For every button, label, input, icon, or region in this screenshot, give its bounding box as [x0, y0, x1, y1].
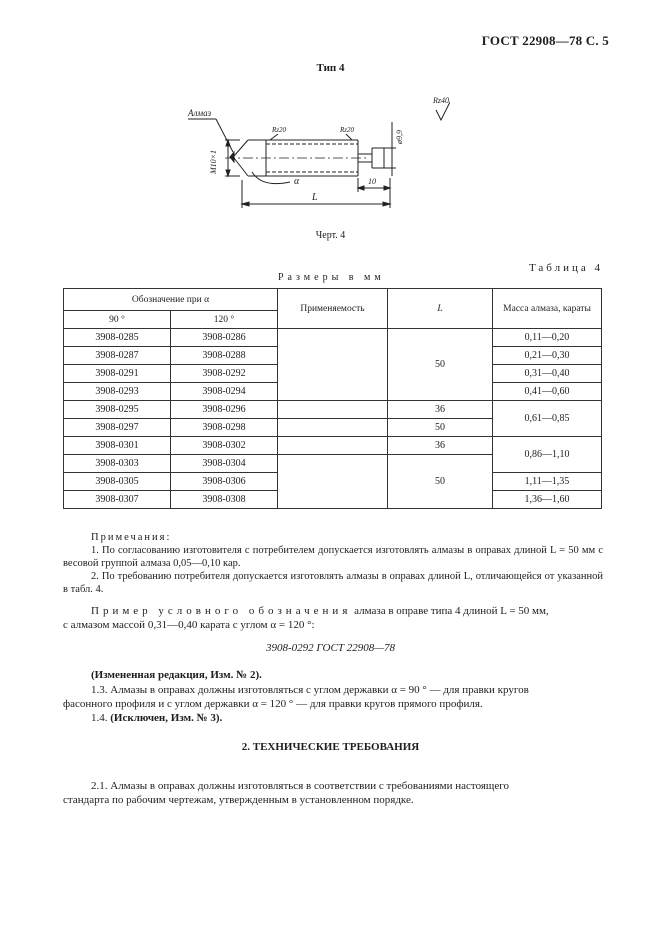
header-mass: Масса алмаза, караты — [493, 289, 602, 329]
header-applicability: Применяемость — [278, 289, 388, 329]
notes-title: Примечания: — [91, 532, 172, 543]
almaz-label: Алмаз — [188, 108, 212, 118]
cell-90: 3908-0293 — [64, 383, 171, 401]
p21-line-b: стандарта по рабочим чертежам, утвержденным в установленном порядке. — [63, 794, 414, 806]
applicability-cell — [278, 401, 388, 419]
example-text-a: алмаза в оправе типа 4 длиной L = 50 мм, — [351, 605, 549, 617]
technical-drawing — [170, 92, 450, 222]
table-number: Таблица 4 — [528, 262, 603, 274]
applicability-cell — [278, 455, 388, 509]
notes-block — [63, 531, 603, 596]
figure-caption: Черт. 4 — [315, 230, 346, 241]
table-row — [64, 401, 602, 419]
cell-90: 3908-0291 — [64, 365, 171, 383]
p21-line-a: 2.1. Алмазы в оправах должны изготовляться в соответствии с требованиями настоящего — [91, 780, 510, 792]
table-row — [64, 329, 602, 347]
rz20-label-a: Rz20 — [272, 126, 286, 134]
mass-cell: 0,31—0,40 — [493, 365, 602, 383]
cell-120: 3908-0294 — [171, 383, 278, 401]
mass-cell: 1,11—1,35 — [493, 473, 602, 491]
table-row — [64, 437, 602, 455]
mass-cell: 0,11—0,20 — [493, 329, 602, 347]
cell-120: 3908-0306 — [171, 473, 278, 491]
mass-cell: 0,41—0,60 — [493, 383, 602, 401]
example-text-b: с алмазом массой 0,31—0,40 карата с углом α = 120 °: — [63, 619, 315, 631]
dim-10-label: 10 — [368, 177, 376, 186]
dimensions-table — [63, 288, 602, 509]
p14-number: 1.4. — [91, 712, 111, 724]
cell-90: 3908-0307 — [64, 491, 171, 509]
cell-120: 3908-0308 — [171, 491, 278, 509]
p13-line-b: фасонного профиля и с углом державки α = 120 ° — для правки кругов прямого профиля. — [63, 698, 483, 710]
cell-120: 3908-0302 — [171, 437, 278, 455]
length-cell: 50 — [388, 419, 493, 437]
applicability-cell — [278, 329, 388, 401]
revised-note — [63, 668, 603, 682]
applicability-cell — [278, 437, 388, 455]
sizes-label: Размеры в мм — [278, 272, 385, 283]
mass-cell: 0,86—1,10 — [493, 437, 602, 473]
cell-90: 3908-0303 — [64, 455, 171, 473]
example-lead: Пример условного обозначения — [91, 605, 352, 617]
roughness-label: Rz40 — [433, 96, 449, 105]
header-90: 90 ° — [64, 311, 171, 329]
example-paragraph — [63, 604, 603, 632]
cell-120: 3908-0286 — [171, 329, 278, 347]
mass-cell: 1,36—1,60 — [493, 491, 602, 509]
cell-90: 3908-0297 — [64, 419, 171, 437]
length-cell: 36 — [388, 437, 493, 455]
cell-120: 3908-0292 — [171, 365, 278, 383]
header-length: L — [388, 289, 493, 329]
cell-120: 3908-0304 — [171, 455, 278, 473]
section-title: 2. ТЕХНИЧЕСКИЕ ТРЕБОВАНИЯ — [241, 741, 420, 753]
p13-line-a: 1.3. Алмазы в оправах должны изготовляться с углом державки α = 90 ° — для правки кругов — [91, 684, 529, 696]
paragraph-1-4 — [63, 711, 603, 725]
cell-90: 3908-0305 — [64, 473, 171, 491]
cell-120: 3908-0296 — [171, 401, 278, 419]
cell-90: 3908-0287 — [64, 347, 171, 365]
note-1: 1. По согласованию изготовителя с потребителем допускается изготовлять алмазы в оправах длиной L = 50 мм с весовой группой алмаза 0,05—0,10 кар. — [63, 545, 603, 569]
cell-120: 3908-0288 — [171, 347, 278, 365]
figure-title: Тип 4 — [316, 62, 345, 74]
paragraph-1-3 — [63, 683, 603, 711]
example-designation: 3908-0292 ГОСТ 22908—78 — [266, 642, 395, 654]
applicability-cell — [278, 419, 388, 437]
cell-90: 3908-0301 — [64, 437, 171, 455]
rz20-label-b: Rz20 — [340, 126, 354, 134]
mass-cell: 0,61—0,85 — [493, 401, 602, 437]
diameter-label: ø9,9 — [395, 130, 404, 144]
cell-90: 3908-0295 — [64, 401, 171, 419]
header-designation: Обозначение при α — [64, 289, 278, 311]
length-cell: 50 — [388, 455, 493, 509]
page-header: ГОСТ 22908—78 С. 5 — [481, 33, 609, 48]
mass-cell: 0,21—0,30 — [493, 347, 602, 365]
cell-90: 3908-0285 — [64, 329, 171, 347]
alpha-label: α — [294, 176, 300, 187]
length-cell: 50 — [388, 329, 493, 401]
header-120: 120 ° — [171, 311, 278, 329]
p14-excluded: (Исключен, Изм. № 3). — [110, 712, 223, 724]
length-label: L — [312, 192, 318, 203]
paragraph-2-1 — [63, 779, 603, 807]
cell-120: 3908-0298 — [171, 419, 278, 437]
note-2: 2. По требованию потребителя допускается изготовлять алмазы в оправах длиной L, отличающейся от указанной в табл. 4. — [63, 571, 603, 595]
revised-text: (Измененная редакция, Изм. № 2). — [91, 669, 262, 681]
length-cell: 36 — [388, 401, 493, 419]
thread-label: M10×1 — [209, 149, 218, 174]
